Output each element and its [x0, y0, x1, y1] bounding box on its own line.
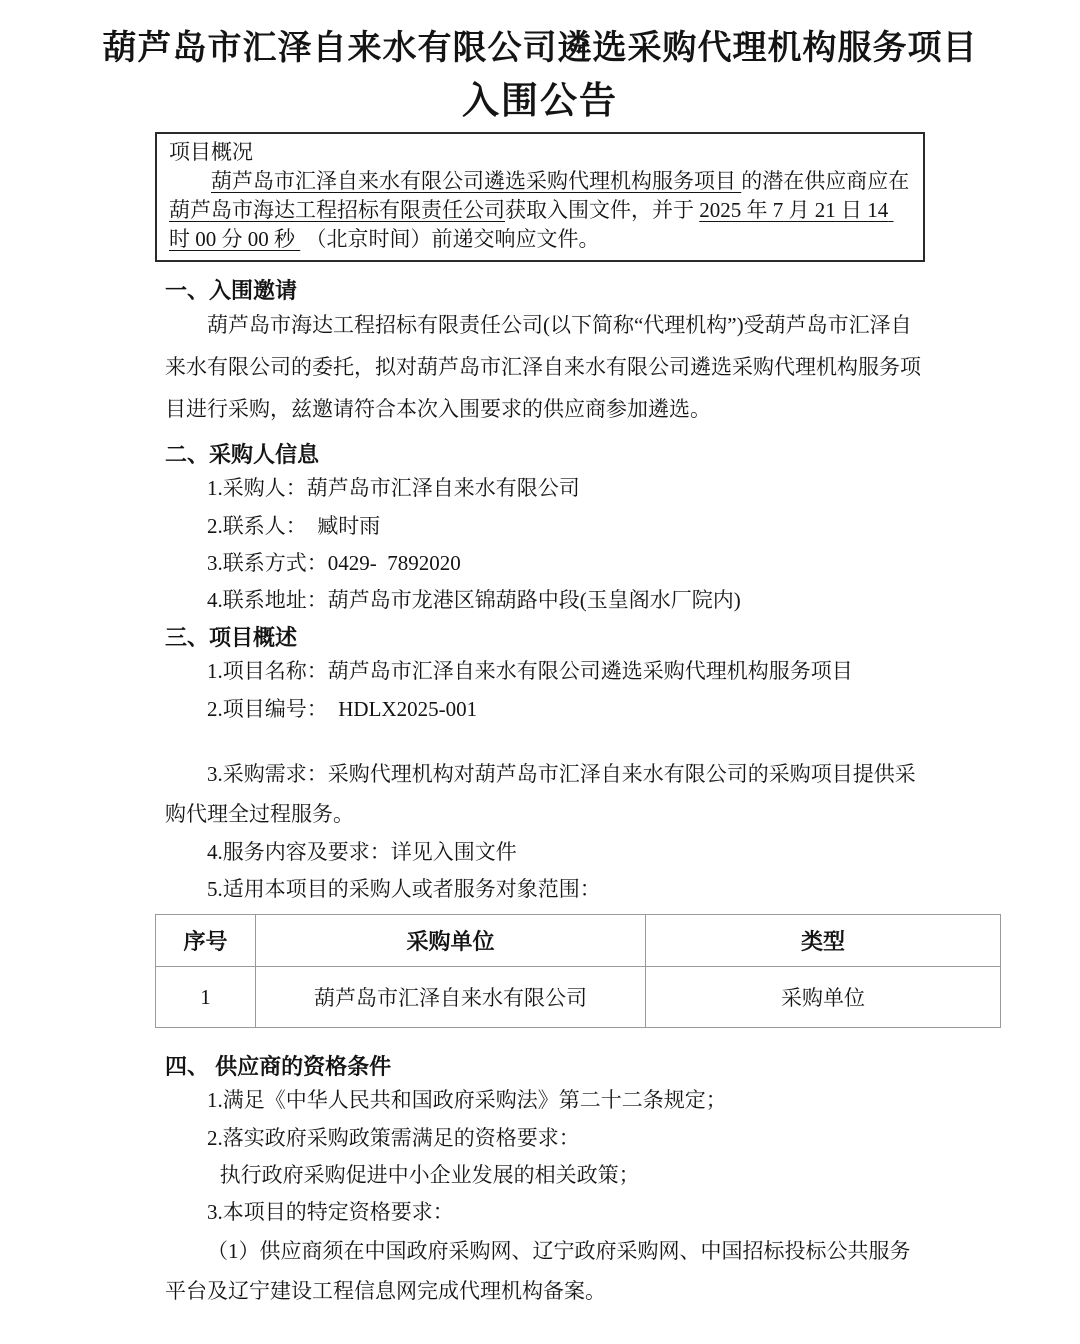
page-title: 葫芦岛市汇泽自来水有限公司遴选采购代理机构服务项目	[102, 29, 978, 67]
overview-project-name: 葫芦岛市汇泽自来水有限公司遴选采购代理机构服务项目	[211, 169, 742, 193]
page-subtitle: 入围公告	[462, 80, 618, 121]
overview-text: 的潜在供应商应在	[741, 169, 910, 193]
document-body	[165, 132, 930, 1311]
overview-deadline: 2025 年 7 月 21 日 14 时 00 分 00 秒	[169, 198, 894, 251]
table-header-type: 类型	[646, 915, 1001, 967]
table-header-unit: 采购单位	[256, 915, 646, 967]
contact-address: 4.联系地址：葫芦岛市龙港区锦葫路中段(玉皇阁水厂院内)	[207, 588, 741, 612]
project-number: 2.项目编号： HDLX2025-001	[207, 697, 478, 721]
project-overview-box	[155, 132, 925, 262]
qualification-policy-detail: 执行政府采购促进中小企业发展的相关政策；	[219, 1163, 640, 1187]
table-cell-index: 1	[156, 967, 256, 1028]
qualification-specific-label: 3.本项目的特定资格要求：	[207, 1200, 454, 1224]
table-cell-unit: 葫芦岛市汇泽自来水有限公司	[256, 967, 646, 1028]
table-row	[156, 967, 1001, 1028]
table-header-row	[156, 915, 1001, 967]
overview-paragraph	[169, 167, 911, 254]
qualification-specific-detail: （1）供应商须在中国政府采购网、辽宁政府采购网、中国招标投标公共服务平台及辽宁建设工程信息网完成代理机构备案。	[165, 1239, 911, 1303]
project-name: 1.项目名称：葫芦岛市汇泽自来水有限公司遴选采购代理机构服务项目	[207, 659, 853, 683]
invitation-paragraph: 葫芦岛市海达工程招标有限责任公司(以下简称“代理机构”)受葫芦岛市汇泽自来水有限公司的委托，拟对葫芦岛市汇泽自来水有限公司遴选采购代理机构服务项目进行采购，兹邀请符合本次入围要求的供应商参加遴选。	[165, 313, 921, 421]
section-heading-project-overview: 三、项目概述	[165, 625, 298, 650]
qualification-law: 1.满足《中华人民共和国政府采购法》第二十二条规定；	[207, 1088, 727, 1112]
contact-phone: 3.联系方式：0429- 7892020	[207, 551, 461, 575]
section-heading-invitation: 一、入围邀请	[165, 278, 298, 303]
procurement-table	[155, 914, 1001, 1028]
table-header-index: 序号	[156, 915, 256, 967]
section-heading-purchaser-info: 二、采购人信息	[165, 442, 320, 467]
section-heading-qualification: 四、 供应商的资格条件	[165, 1054, 392, 1079]
procurement-demand: 3.采购需求：采购代理机构对葫芦岛市汇泽自来水有限公司的采购项目提供采购代理全过程服务。	[165, 762, 916, 826]
purchaser-name: 1.采购人：葫芦岛市汇泽自来水有限公司	[207, 476, 580, 500]
blank-line	[165, 728, 930, 754]
overview-heading: 项目概况	[169, 140, 253, 164]
qualification-policy: 2.落实政府采购政策需满足的资格要求：	[207, 1126, 580, 1150]
service-content: 4.服务内容及要求：详见入围文件	[207, 840, 517, 864]
table-cell-type: 采购单位	[646, 967, 1001, 1028]
service-scope-label: 5.适用本项目的采购人或者服务对象范围：	[207, 877, 601, 901]
overview-text: （北京时间）前递交响应文件。	[300, 227, 600, 251]
overview-agency-name: 葫芦岛市海达工程招标有限责任公司	[169, 198, 505, 222]
overview-text: 获取入围文件，并于	[505, 198, 700, 222]
contact-person: 2.联系人： 臧时雨	[207, 514, 381, 538]
